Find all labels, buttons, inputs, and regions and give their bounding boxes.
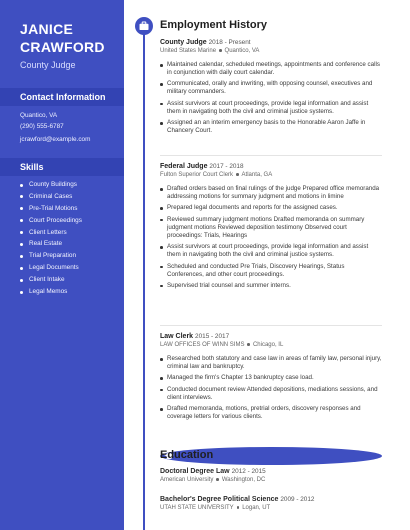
job-bullet: Drafted memoranda, motions, pretrial orders, discovery responses and coverage letters for various clients.: [160, 405, 382, 421]
separator-dot: [219, 49, 222, 52]
job-org: United States Marine: [160, 48, 217, 54]
job-title: Federal Judge: [160, 163, 208, 170]
school-line: [160, 505, 382, 511]
job-bullets: [160, 355, 382, 421]
divider: [160, 155, 382, 156]
skill-item: Legal Documents: [20, 264, 82, 276]
job-org: LAW OFFICES OF WINN SIMS: [160, 342, 245, 348]
degree-name: Doctoral Degree Law: [160, 468, 230, 475]
job-bullet: Maintained calendar, scheduled meetings, appointments and conference calls in conjunction with daily court calendar.: [160, 61, 382, 77]
job-bullet: Prepared legal documents and reports for the assigned cases.: [160, 204, 382, 212]
job-location: Chicago, IL: [252, 342, 284, 348]
degree-dates: 2012 - 2015: [231, 468, 266, 475]
school-location: Logan, UT: [242, 505, 271, 511]
job-dates: 2018 - Present: [208, 39, 251, 46]
degree-line: [160, 468, 382, 475]
education-heading: Education: [160, 449, 214, 461]
school-line: [160, 477, 382, 483]
job-title: County Judge: [20, 60, 76, 70]
skills-section-header: [0, 158, 124, 176]
skills-heading: Skills: [20, 162, 44, 172]
degree-line: [160, 496, 382, 503]
job-title: Law Clerk: [160, 333, 194, 340]
job-location: Quantico, VA: [224, 48, 260, 54]
contact-phone: (290) 555-6787: [20, 123, 64, 130]
skill-item: County Buildings: [20, 181, 82, 193]
job-bullet: Assist survivors at court proceedings, provide legal information and assist them in navigating both the civil and criminal justice systems.: [160, 100, 382, 116]
job-bullet: Reviewed summary judgment motions Drafted memoranda on summary judgment motions Reviewed deposition testimony Observed court proceedings: Trials, Hearings: [160, 216, 382, 240]
education-entry: [160, 496, 382, 511]
job-entry: [160, 163, 382, 293]
skill-item: Real Estate: [20, 240, 82, 252]
divider: [160, 325, 382, 326]
job-bullet: Communicated, orally and inwriting, with opposing counsel, executives and military commanders.: [160, 80, 382, 96]
sidebar: [0, 0, 124, 530]
skill-item: Trial Preparation: [20, 252, 82, 264]
job-header: [160, 163, 382, 170]
separator-dot: [247, 343, 250, 346]
candidate-name: [20, 20, 105, 56]
first-name: JANICE: [20, 21, 74, 37]
skill-item: Legal Memos: [20, 288, 82, 300]
skill-item: Client Letters: [20, 229, 82, 241]
job-bullets: [160, 185, 382, 290]
separator-dot: [236, 173, 239, 176]
contact-location: Quantico, VA: [20, 112, 58, 119]
job-org: Fulton Superior Court Clerk: [160, 172, 234, 178]
school-name: American University: [160, 477, 214, 483]
contact-heading: Contact Information: [20, 92, 106, 102]
education-entry: [160, 468, 382, 483]
job-bullet: Supervised trial counsel and summer interns.: [160, 282, 382, 290]
job-bullets: [160, 61, 382, 135]
job-dates: 2015 - 2017: [195, 333, 230, 340]
job-header: [160, 333, 382, 340]
job-bullet: Assigned an an interim emergency basis to the Honorable Aaron Jaffe in Chancery Court.: [160, 119, 382, 135]
job-org-line: [160, 48, 382, 54]
last-name: CRAWFORD: [20, 39, 105, 55]
separator-dot: [216, 478, 219, 481]
job-title: County Judge: [160, 39, 207, 46]
degree-name: Bachelor's Degree Political Science: [160, 496, 279, 503]
skill-item: Criminal Cases: [20, 193, 82, 205]
job-bullet: Researched both statutory and case law in areas of family law, personal injury, criminal law and bankruptcy.: [160, 355, 382, 371]
separator-dot: [237, 506, 240, 509]
skill-item: Court Proceedings: [20, 217, 82, 229]
job-dates: 2017 - 2018: [209, 163, 244, 170]
school-location: Washington, DC: [221, 477, 266, 483]
job-org-line: [160, 342, 382, 348]
job-bullet: Assist survivors at court proceedings, provide legal information and assist them in navigating both the civil and criminal justice systems.: [160, 243, 382, 259]
job-entry: [160, 333, 382, 425]
timeline-line: [143, 22, 145, 530]
job-bullet: Managed the firm's Chapter 13 bankruptcy case load.: [160, 374, 382, 382]
skill-item: Client Intake: [20, 276, 82, 288]
skills-list: [20, 181, 82, 300]
job-location: Atlanta, GA: [241, 172, 273, 178]
employment-heading: Employment History: [160, 19, 267, 31]
degree-dates: 2009 - 2012: [280, 496, 315, 503]
contact-section-header: [0, 88, 124, 106]
school-name: UTAH STATE UNIVERSITY: [160, 505, 234, 511]
job-bullet: Scheduled and conducted Pre Trials, Discovery Hearings, Status Conferences, and other court proceedings.: [160, 263, 382, 279]
job-entry: [160, 39, 382, 139]
job-bullet: Drafted orders based on final rulings of the judge Prepared office memoranda addressing motions for summary judgment and motions in limine: [160, 185, 382, 201]
job-bullet: Conducted document review Attended depositions, mediations sessions, and client interviews.: [160, 386, 382, 402]
job-org-line: [160, 172, 382, 178]
skill-item: Pre-Trial Motions: [20, 205, 82, 217]
contact-email[interactable]: jcrawford@example.com: [20, 136, 91, 143]
briefcase-icon: [135, 17, 153, 35]
job-header: [160, 39, 382, 46]
